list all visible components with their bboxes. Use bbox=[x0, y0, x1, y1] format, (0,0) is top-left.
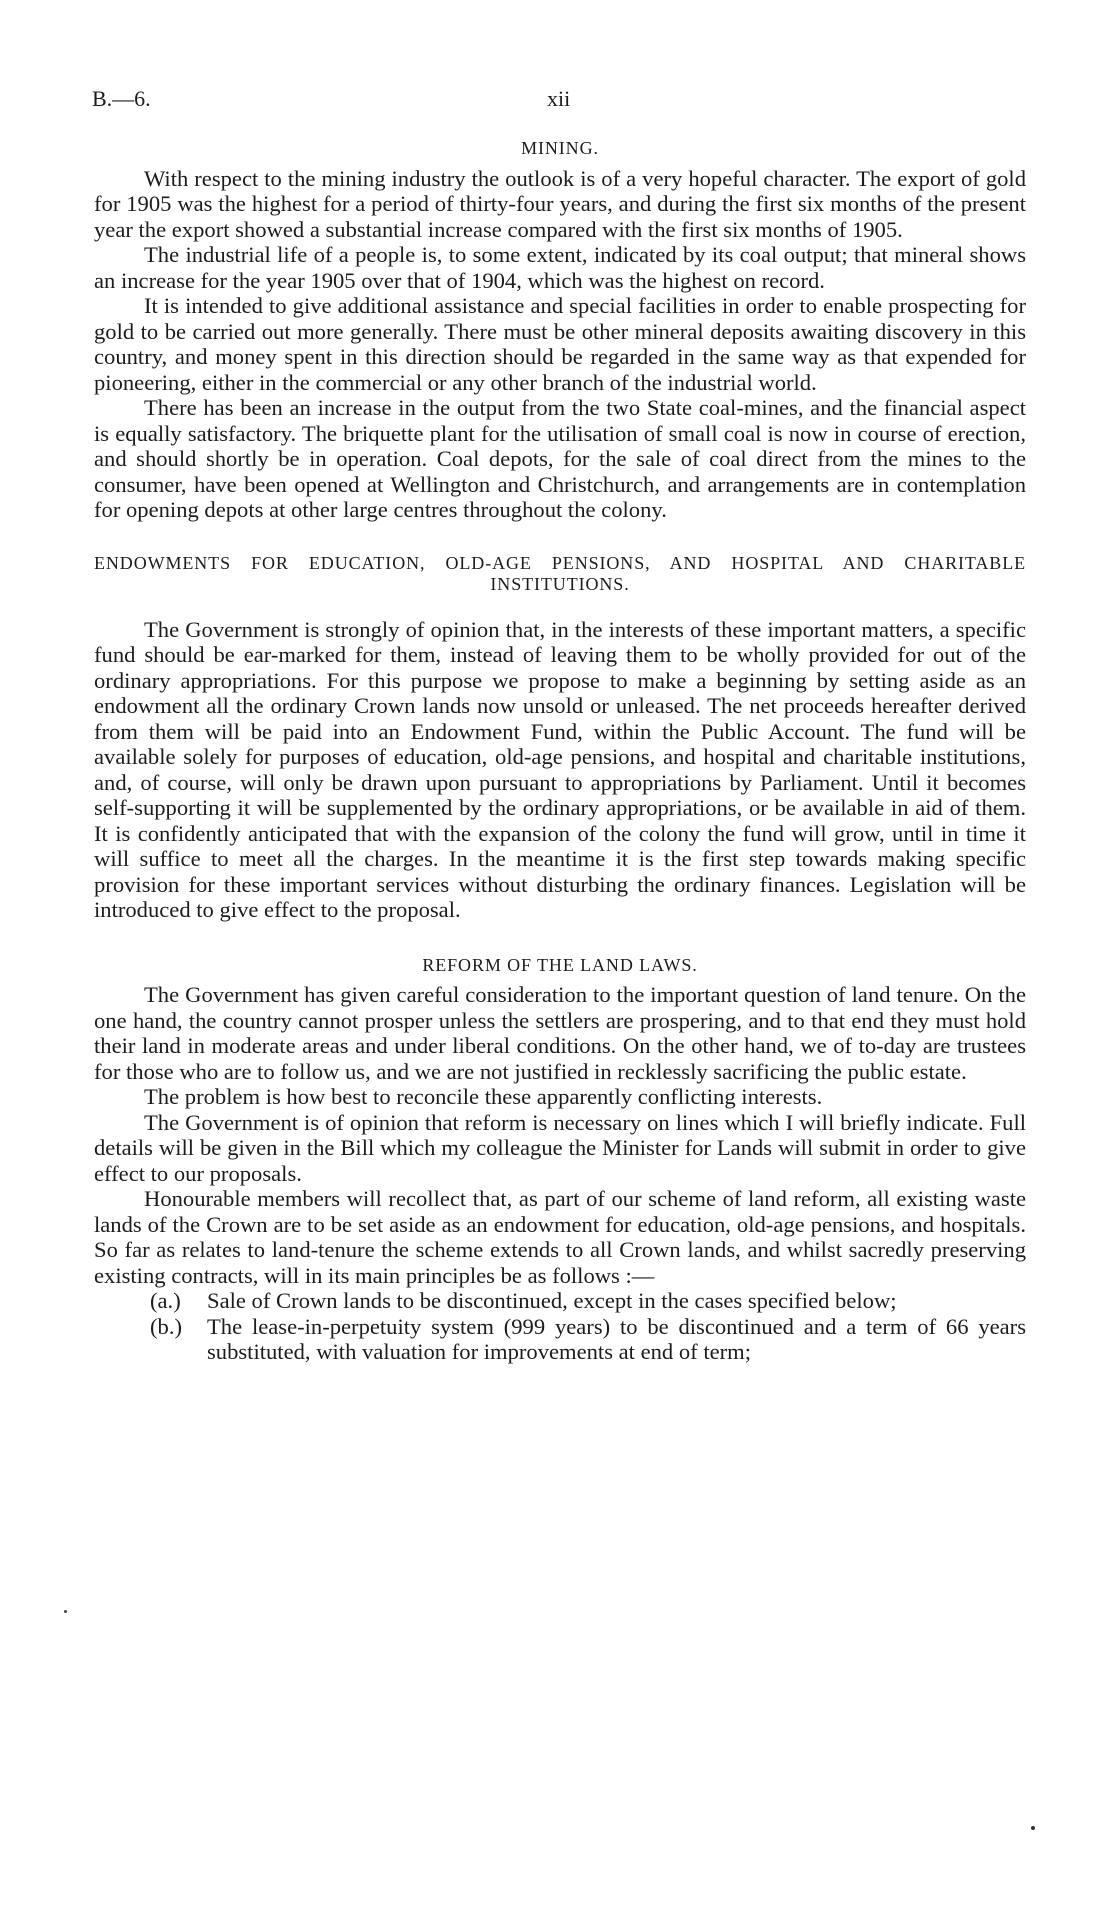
paragraph: With respect to the mining industry the outlook is of a very hopeful character. The export of gold for 1905 was the highest for a period of thirty-four years, and during the first six months of the present year the export showed a substantial increase compared with the first six months of 1905. bbox=[94, 165, 1026, 242]
list-item bbox=[94, 1288, 1026, 1314]
document-body bbox=[94, 136, 1026, 1365]
corner-mark bbox=[1031, 1826, 1035, 1830]
paragraph: The problem is how best to reconcile these apparently conflicting interests. bbox=[144, 1084, 823, 1109]
section-mining bbox=[94, 136, 1026, 523]
section-title-land-reform: REFORM OF THE LAND LAWS. bbox=[422, 954, 698, 975]
section-title-mining: MINING. bbox=[521, 138, 599, 158]
page-number: xii bbox=[547, 86, 571, 111]
paragraph: The Government is of opinion that reform is necessary on lines which I will briefly indicate. Full details will be given in the Bill which my colleague the Minister for Lands will submit in order to give effect to our proposals. bbox=[94, 1109, 1026, 1186]
section-endowments bbox=[94, 553, 1026, 923]
land-principles-list bbox=[94, 1288, 1026, 1365]
page-reference: B.—6. bbox=[92, 86, 151, 111]
list-marker: (a.) bbox=[150, 1288, 181, 1313]
section-title-endowments: ENDOWMENTS FOR EDUCATION, OLD-AGE PENSIONS, AND HOSPITAL AND CHARITABLE INSTITUTIONS. bbox=[94, 552, 1026, 594]
list-marker: (b.) bbox=[150, 1313, 182, 1339]
list-item bbox=[94, 1314, 1026, 1365]
list-item-text: Sale of Crown lands to be discontinued, except in the cases specified below; bbox=[207, 1288, 897, 1313]
list-item-text: The lease-in-perpetuity system (999 years) to be discontinued and a term of 66 years substituted, with valuation for improvements at end of term; bbox=[207, 1313, 1026, 1364]
section-land-reform bbox=[94, 953, 1026, 1365]
paragraph: There has been an increase in the output from the two State coal-mines, and the financial aspect is equally satisfactory. The briquette plant for the utilisation of small coal is now in course of erection, and should shortly be in operation. Coal depots, for the sale of coal direct from the mines to the consumer, have been opened at Wellington and Christchurch, and arrangements are in contemplation for opening depots at other large centres throughout the colony. bbox=[94, 395, 1026, 522]
paragraph: Honourable members will recollect that, as part of our scheme of land reform, all existing waste lands of the Crown are to be set aside as an endowment for education, old-age pensions, and hospitals. So far as relates to land-tenure the scheme extends to all Crown lands, and whilst sacredly preserving existing contracts, will in its main principles be as follows :— bbox=[94, 1186, 1026, 1288]
paragraph: The Government is strongly of opinion that, in the interests of these important matters, a specific fund should be ear-marked for them, instead of leaving them to be wholly provided for out of the ordinary appropriations. For this purpose we propose to make a beginning by setting aside as an endowment all the ordinary Crown lands now unsold or unleased. The net proceeds hereafter derived from them will be paid into an Endowment Fund, within the Public Account. The fund will be available solely for purposes of education, old-age pensions, and hospital and charitable institutions, and, of course, will only be drawn upon pursuant to appropriations by Parliament. Until it becomes self-supporting it will be supplemented by the ordinary appropriations, or be available in aid of them. It is confidently anticipated that with the expansion of the colony the fund will grow, until in time it will suffice to meet all the charges. In the meantime it is the first step towards making specific provision for these important services without disturbing the ordinary finances. Legislation will be introduced to give effect to the proposal. bbox=[94, 616, 1026, 922]
margin-mark bbox=[64, 1610, 67, 1613]
paragraph: It is intended to give additional assistance and special facilities in order to enable prospecting for gold to be carried out more generally. There must be other mineral deposits awaiting discovery in this country, and money spent in this direction should be regarded in the same way as that expended for pioneering, either in the commercial or any other branch of the industrial world. bbox=[94, 293, 1026, 395]
paragraph: The Government has given careful consideration to the important question of land tenure. On the one hand, the country cannot prosper unless the settlers are prospering, and to that end they must hold their land in moderate areas and under liberal conditions. On the other hand, we of to-day are trustees for those who are to follow us, and we are not justified in recklessly sacrificing the public estate. bbox=[94, 982, 1026, 1084]
paragraph: The industrial life of a people is, to some extent, indicated by its coal output; that mineral shows an increase for the year 1905 over that of 1904, which was the highest on record. bbox=[94, 242, 1026, 293]
page-header bbox=[92, 86, 1022, 116]
